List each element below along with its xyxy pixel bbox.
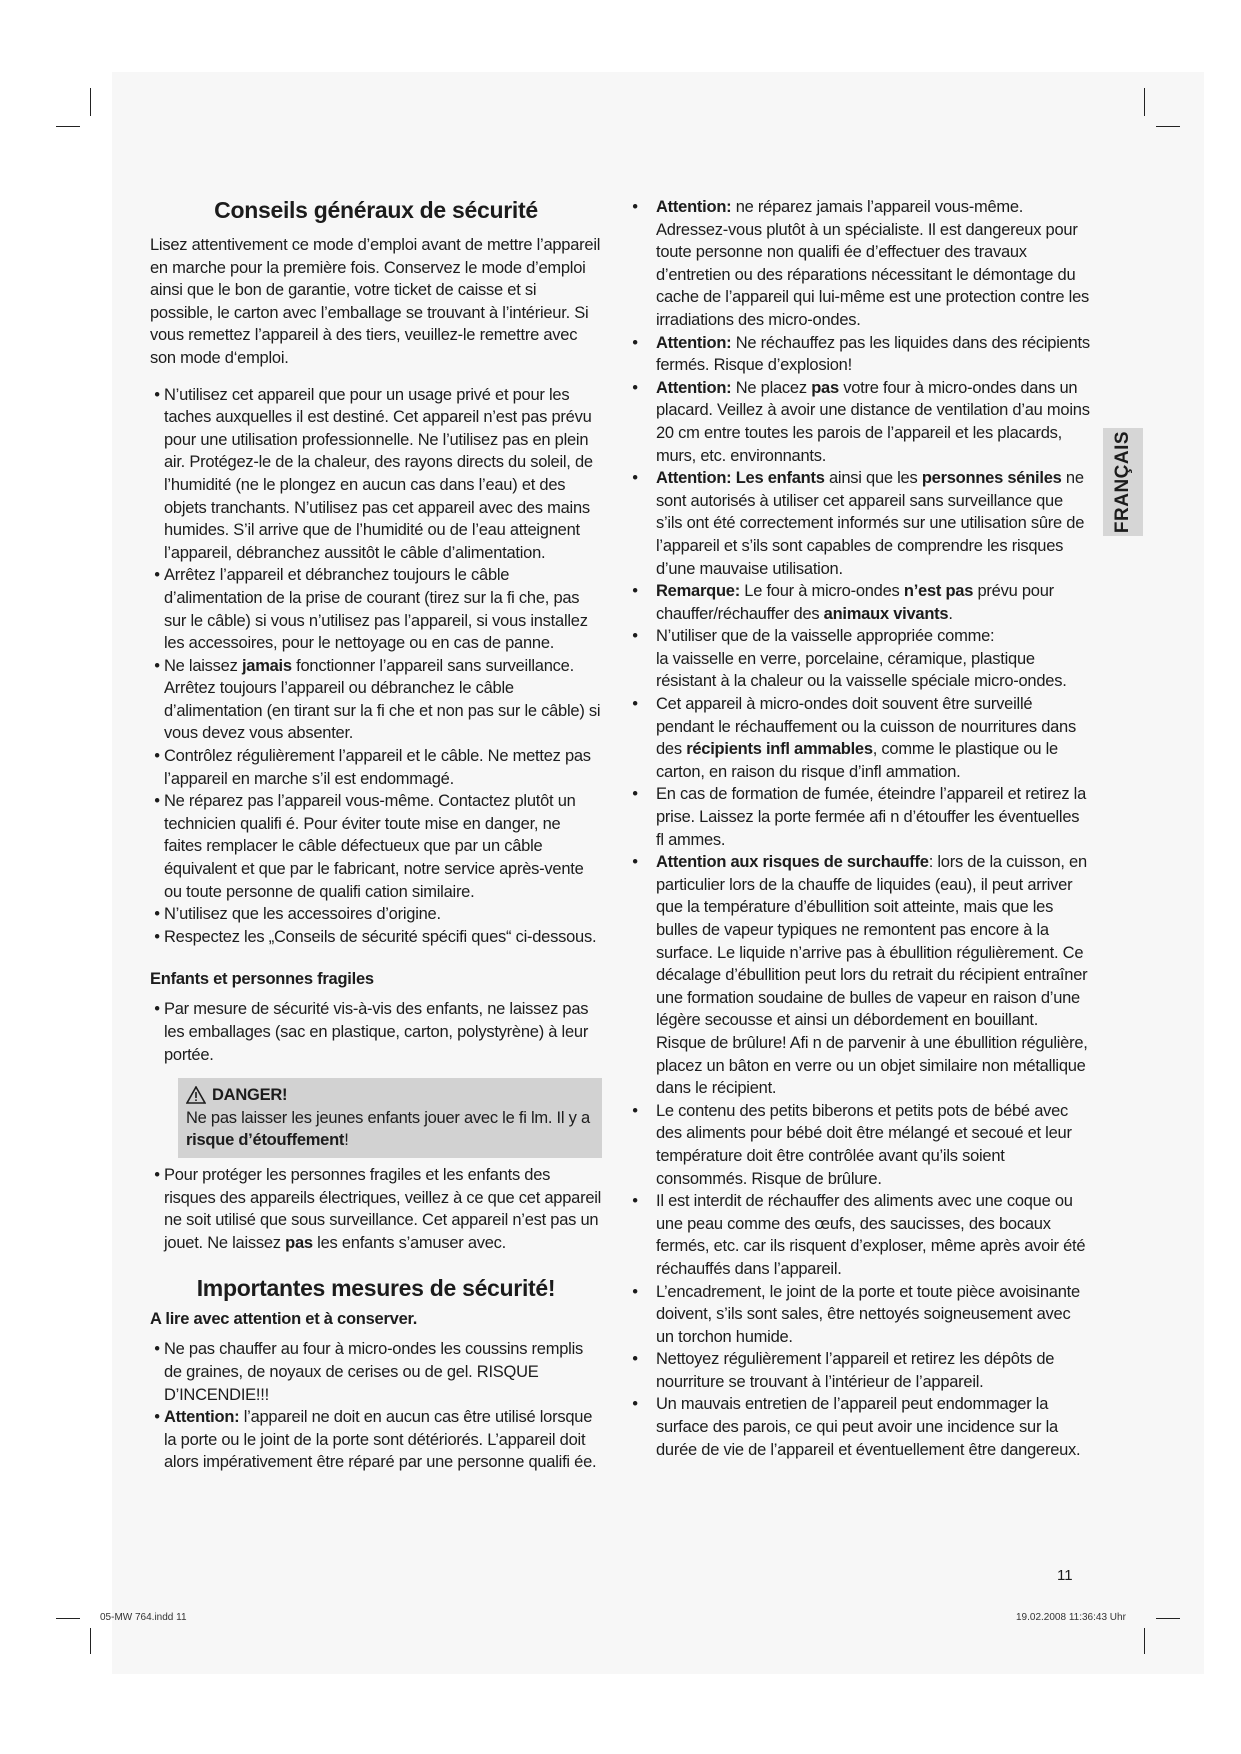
left-column — [150, 196, 602, 1474]
list-item: • Ne réparez pas l’appareil vous-même. Contactez plutôt un technicien qualifi é. Pour éviter toute mise en danger, ne faites remplacer le câble défectueux que par un câble équivalent et que par le fabricant, notre service après-vente ou toute personne de qualifi cation similaire. — [154, 792, 584, 901]
section-title: Conseils généraux de sécurité — [214, 197, 538, 223]
list-item: • Pour protéger les personnes fragiles et les enfants des risques des appareils électriques, veillez à ce que cet appareil ne soit utilisé que sous surveillance. Cet appareil n’est pas un jouet. Ne laissez pas les enfants s’amuser avec. — [154, 1165, 602, 1252]
list-item: • Il est interdit de réchauffer des aliments avec une coque ou une peau comme des œufs, des saucisses, des bocaux fermés, etc. car ils risquent d’exploser, même après avoir été réchauffés dans l’appareil. — [632, 1192, 1086, 1278]
language-tab — [1103, 428, 1143, 536]
right-column — [628, 196, 1090, 1461]
subheading: A lire avec attention et à conserver. — [150, 1310, 418, 1329]
crop-mark — [1144, 1628, 1145, 1654]
crop-mark — [1156, 1618, 1180, 1619]
list-item: • Le contenu des petits biberons et petits pots de bébé avec des aliments pour bébé doit être mélangé et secoué et leur température doit être contrôlée avant qu’ils soient consommés. Risque de brûlure. — [632, 1101, 1072, 1188]
danger-text: Ne pas laisser les jeunes enfants jouer avec le fi lm. Il y a risque d’étouffement! — [186, 1108, 590, 1150]
list-item: • L’encadrement, le joint de la porte et toute pièce avoisinante doivent, s’ils sont sales, être nettoyés soigneusement avec un torchon humide. — [632, 1282, 1080, 1346]
crop-mark — [1144, 88, 1145, 116]
footer-file: 05-MW 764.indd 11 — [100, 1612, 187, 1623]
danger-box — [178, 1078, 602, 1158]
list-item: • Attention: Les enfants ainsi que les personnes séniles ne sont autorisés à utiliser cet appareil sans surveillance que s’ils ont été correctement informés sur une utilisation sûre de l’appareil et s’ils sont capables de comprendre les risques d’une mauvaise utilisation. — [632, 469, 1085, 578]
list-item: • Attention: Ne placez pas votre four à micro-ondes dans un placard. Veillez à avoir une distance de ventilation d’au moins 20 cm entre toutes les parois de l’appareil et les placards, murs, etc. environnants. — [632, 378, 1090, 465]
section-title-2: Importantes mesures de sécurité! — [196, 1275, 556, 1302]
list-item: • Attention aux risques de surchauffe: lors de la cuisson, en particulier lors de la chauffe de liquides (eau), il peut arriver que la température d’ébullition soit atteinte, mais que les bulles de vapeur typiques ne remontent pas encore à la surface. Le liquide n’arrive pas à ébullition régulièrement. Ce décalage d’ébullition peut lors du retrait du récipient entraîner une formation soudaine de bulles de vapeur en raison d’une légère secousse et ainsi un débordement en bouillant. Risque de brûlure! Afi n de parvenir à une ébullition régulière, placez un bâton en verre ou un objet similaire non métallique dans le récipient. — [632, 853, 1088, 1098]
list-item: • N’utilisez que les accessoires d’origine. — [154, 905, 441, 924]
list-item: • Par mesure de sécurité vis-à-vis des enfants, ne laissez pas les emballages (sac en plastique, carton, polystyrène) à leur portée. — [154, 1000, 589, 1064]
list-item: • Ne pas chauffer au four à micro-ondes les coussins remplis de graines, de noyaux de cerises ou de gel. RISQUE D’INCENDIE!!! — [154, 1340, 583, 1404]
list-item: • Cet appareil à micro-ondes doit souvent être surveillé pendant le réchauffement ou la cuisson de nourritures dans des récipients infl ammables, comme le plastique ou le carton, en raison du risque d’infl ammation. — [632, 695, 1076, 781]
list-item: • Remarque: Le four à micro-ondes n’est pas prévu pour chauffer/réchauffer des animaux vivants. — [632, 582, 1054, 623]
list-item: • Attention: ne réparez jamais l’appareil vous-même. Adressez-vous plutôt à un spécialiste. Il est dangereux pour toute personne non qualifi ée d’effectuer des travaux d’entretien ou des réparations nécessitant le démontage du cache de l’appareil qui lui-même est une protection contre les irradiations des micro-ondes. — [632, 198, 1089, 329]
list-item: • N’utilisez cet appareil que pour un usage privé et pour les taches auxquelles il est destiné. Cet appareil n’est pas prévu pour une utilisation professionnelle. Ne l’utilisez pas en plein air. Protégez-le de la chaleur, des rayons directs du soleil, de l’humidité (ne le plongez en aucun cas dans l’eau) et des objets tranchants. N’utilisez pas cet appareil avec des mains humides. S’il arrive que de l’humidité ou de l’eau atteignent l’appareil, débranchez aussitôt le câble d’alimentation. — [154, 385, 593, 562]
footer-timestamp: 19.02.2008 11:36:43 Uhr — [1016, 1612, 1126, 1623]
list-item: • Ne laissez jamais fonctionner l’appareil sans surveillance. Arrêtez toujours l’appareil ou débranchez le câble d’alimentation (en tirant sur la fi che et non pas sur le câble) si vous devez vous absenter. — [154, 656, 601, 743]
safety-list — [150, 384, 602, 949]
list-item: • Arrêtez l’appareil et débranchez toujours le câble d’alimentation de la prise de courant (tirez sur la fi che, pas sur le câble) si vous n’utilisez pas l’appareil, si vous installez les accessoires, pour le nettoyage ou en cas de panne. — [154, 566, 588, 653]
warning-triangle-icon — [186, 1086, 206, 1104]
list-item: • Attention: Ne réchauffez pas les liquides dans des récipients fermés. Risque d’explosion! — [632, 333, 1090, 375]
list-item: • En cas de formation de fumée, éteindre l’appareil et retirez la prise. Laissez la porte fermée afi n d’étouffer les éventuelles fl ammes. — [632, 785, 1086, 849]
crop-mark — [56, 1618, 80, 1619]
list-item: • Contrôlez régulièrement l’appareil et le câble. Ne mettez pas l’appareil en marche s’il est endommagé. — [154, 747, 591, 788]
list-item: • Nettoyez régulièrement l’appareil et retirez les dépôts de nourriture se trouvant à l’intérieur de l’appareil. — [632, 1350, 1055, 1391]
children-heading: Enfants et personnes fragiles — [150, 970, 374, 989]
list-item: • Respectez les „Conseils de sécurité spécifi ques“ ci-dessous. — [154, 927, 597, 946]
language-tab-label: FRANÇAIS — [1112, 430, 1133, 534]
intro-paragraph: Lisez attentivement ce mode d’emploi avant de mettre l’appareil en marche pour la première fois. Conservez le mode d’emploi ainsi que le bon de garantie, votre ticket de caisse et si possible, le carton avec l’emballage se trouvant à l’intérieur. Si vous remettez l’appareil à des tiers, veuillez-le remettre avec son mode d‘emploi. — [150, 236, 601, 367]
list-item: • N’utiliser que de la vaisselle appropriée comme: la vaisselle en verre, porcelaine, céramique, plastique résistant à la chaleur ou la vaisselle spéciale micro-ondes. — [632, 627, 1067, 691]
crop-mark — [56, 126, 80, 127]
crop-mark — [90, 1628, 91, 1654]
list-item: • Un mauvais entretien de l’appareil peut endommager la surface des parois, ce qui peut avoir une incidence sur la durée de vie de l’appareil et éventuellement être dangereux. — [632, 1395, 1081, 1459]
safety-list-right — [628, 196, 1090, 1461]
crop-mark — [90, 88, 91, 116]
page-number: 11 — [1057, 1567, 1073, 1584]
danger-label: DANGER! — [212, 1086, 288, 1105]
crop-mark — [1156, 126, 1180, 127]
list-item: • Attention: l’appareil ne doit en aucun cas être utilisé lorsque la porte ou le joint de la porte sont détériorés. L’appareil doit alors impérativement être réparé par une personne qualifi ée. — [154, 1408, 597, 1472]
